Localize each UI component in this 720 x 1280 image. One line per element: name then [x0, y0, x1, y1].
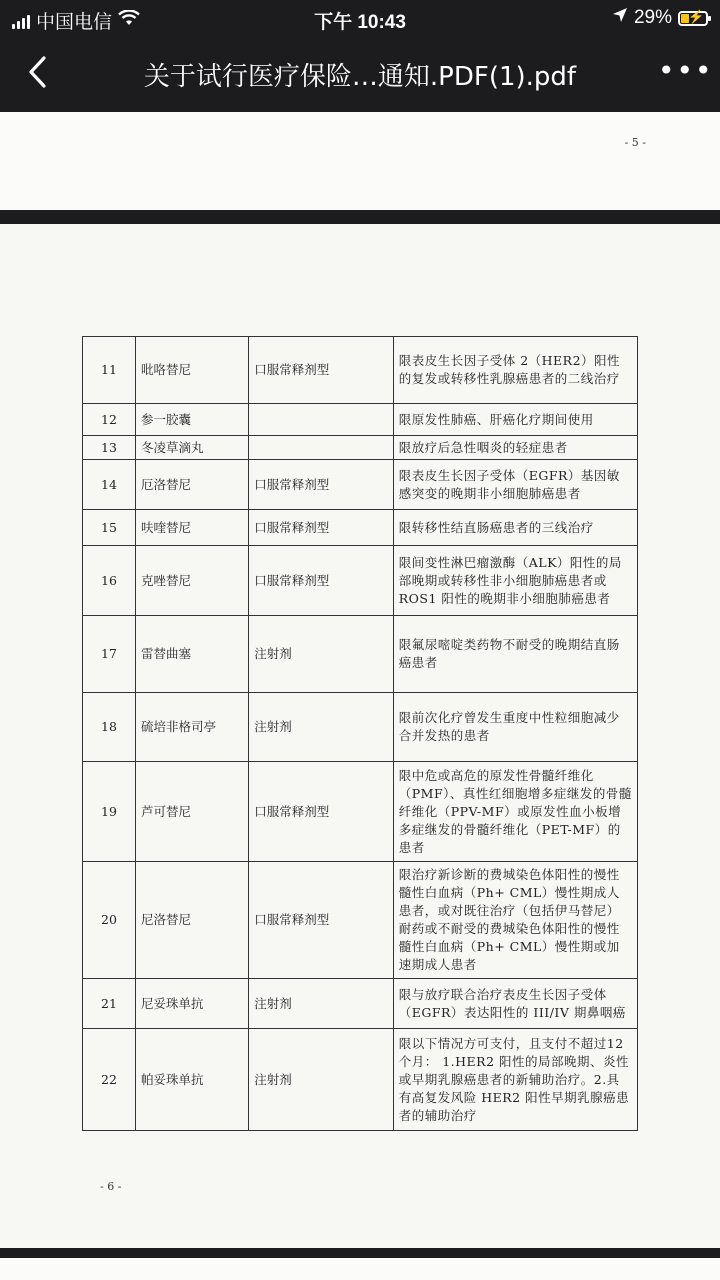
- next-page[interactable]: [0, 1258, 720, 1280]
- dosage-form: 口服常释剂型: [249, 762, 393, 862]
- dosage-form: 口服常释剂型: [249, 460, 393, 510]
- table-row: [83, 862, 638, 979]
- location-arrow-icon: [612, 7, 628, 29]
- status-bar: [0, 0, 720, 36]
- nav-bar: [0, 36, 720, 112]
- drug-name: 雷替曲塞: [136, 616, 249, 693]
- table-row: [83, 1029, 638, 1131]
- drug-name: 厄洛替尼: [136, 460, 249, 510]
- status-right: [612, 7, 708, 29]
- table-row: [83, 546, 638, 616]
- carrier-label: 中国电信: [36, 12, 113, 33]
- dosage-form: 口服常释剂型: [249, 337, 393, 404]
- drug-table: [82, 336, 638, 1131]
- drug-name: 克唑替尼: [136, 546, 249, 616]
- row-number: 13: [83, 436, 136, 460]
- document-title: 关于试行医疗保险…通知.PDF(1).pdf: [143, 62, 577, 92]
- row-number: 22: [83, 1029, 136, 1131]
- table-row: [83, 404, 638, 436]
- table-row: [83, 616, 638, 693]
- payment-limit: 限原发性肺癌、肝癌化疗期间使用: [393, 404, 637, 436]
- more-options-button[interactable]: •••: [658, 54, 714, 87]
- dosage-form: [249, 436, 393, 460]
- drug-name: 尼洛替尼: [136, 862, 249, 979]
- page-separator: [0, 210, 720, 224]
- drug-name: 冬凌草滴丸: [136, 436, 249, 460]
- dosage-form: 注射剂: [249, 1029, 393, 1131]
- dosage-form: 口服常释剂型: [249, 510, 393, 546]
- row-number: 11: [83, 337, 136, 404]
- back-button[interactable]: [22, 50, 62, 94]
- page-number-5: - 5 -: [624, 136, 646, 149]
- table-row: [83, 762, 638, 862]
- drug-name: 帕妥珠单抗: [136, 1029, 249, 1131]
- row-number: 21: [83, 979, 136, 1029]
- payment-limit: 限转移性结直肠癌患者的三线治疗: [393, 510, 637, 546]
- pdf-page[interactable]: [0, 224, 720, 1248]
- clock: 下午 10:43: [314, 12, 406, 33]
- dosage-form: [249, 404, 393, 436]
- payment-limit: 限表皮生长因子受体（EGFR）基因敏感突变的晚期非小细胞肺癌患者: [393, 460, 637, 510]
- dosage-form: 注射剂: [249, 693, 393, 762]
- battery-percent: 29%: [633, 7, 672, 28]
- chevron-left-icon: [22, 50, 62, 94]
- payment-limit: 限表皮生长因子受体 2（HER2）阳性的复发或转移性乳腺癌患者的二线治疗: [393, 337, 637, 404]
- payment-limit: 限放疗后急性咽炎的轻症患者: [393, 436, 637, 460]
- payment-limit: 限与放疗联合治疗表皮生长因子受体（EGFR）表达阳性的 III/IV 期鼻咽癌: [393, 979, 637, 1029]
- payment-limit: 限治疗新诊断的费城染色体阳性的慢性髓性白血病（Ph+ CML）慢性期成人患者，或对既往治疗（包括伊马替尼）耐药或不耐受的费城染色体阳性的慢性髓性白血病（Ph+ CML）慢性期或加速期成人患者: [393, 862, 637, 979]
- page-separator: [0, 1248, 720, 1258]
- row-number: 15: [83, 510, 136, 546]
- drug-name: 吡咯替尼: [136, 337, 249, 404]
- battery-charging-icon: ⚡: [678, 11, 708, 26]
- table-row: [83, 979, 638, 1029]
- table-row: [83, 693, 638, 762]
- dosage-form: 注射剂: [249, 979, 393, 1029]
- table-row: [83, 337, 638, 404]
- drug-name: 尼妥珠单抗: [136, 979, 249, 1029]
- previous-page[interactable]: [0, 112, 720, 210]
- drug-name: 参一胶囊: [136, 404, 249, 436]
- row-number: 18: [83, 693, 136, 762]
- row-number: 17: [83, 616, 136, 693]
- row-number: 20: [83, 862, 136, 979]
- row-number: 12: [83, 404, 136, 436]
- drug-name: 呋喹替尼: [136, 510, 249, 546]
- table-row: [83, 436, 638, 460]
- row-number: 14: [83, 460, 136, 510]
- dosage-form: 口服常释剂型: [249, 546, 393, 616]
- payment-limit: 限氟尿嘧啶类药物不耐受的晚期结直肠癌患者: [393, 616, 637, 693]
- payment-limit: 限前次化疗曾发生重度中性粒细胞减少合并发热的患者: [393, 693, 637, 762]
- payment-limit: 限中危或高危的原发性骨髓纤维化（PMF）、真性红细胞增多症继发的骨髓纤维化（PPV-MF）或原发性血小板增多症继发的骨髓纤维化（PET-MF）的患者: [393, 762, 637, 862]
- table-row: [83, 510, 638, 546]
- row-number: 19: [83, 762, 136, 862]
- dosage-form: 口服常释剂型: [249, 862, 393, 979]
- payment-limit: 限以下情况方可支付，且支付不超过12 个月： 1.HER2 阳性的局部晚期、炎性或早期乳腺癌患者的新辅助治疗。2.具有高复发风险 HER2 阳性早期乳腺癌患者的辅助治疗: [393, 1029, 637, 1131]
- row-number: 16: [83, 546, 136, 616]
- drug-name: 芦可替尼: [136, 762, 249, 862]
- dosage-form: 注射剂: [249, 616, 393, 693]
- payment-limit: 限间变性淋巴瘤激酶（ALK）阳性的局部晚期或转移性非小细胞肺癌患者或ROS1 阳性的晚期非小细胞肺癌患者: [393, 546, 637, 616]
- table-row: [83, 460, 638, 510]
- drug-name: 硫培非格司亭: [136, 693, 249, 762]
- page-number-6: - 6 -: [100, 1180, 122, 1193]
